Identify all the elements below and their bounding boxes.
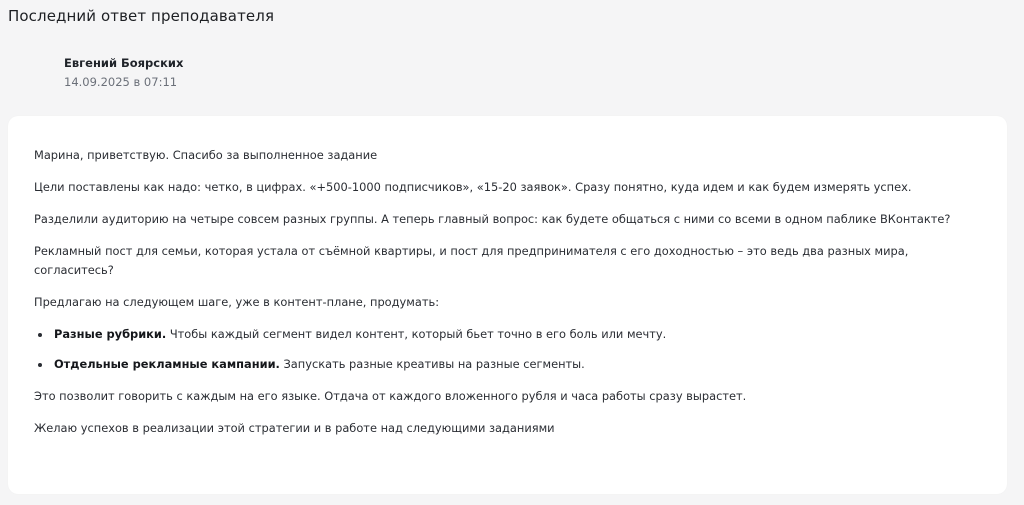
message-body xyxy=(34,146,964,451)
message-paragraph-audience: Разделили аудиторию на четыре совсем разных группы. А теперь главный вопрос: как будете общаться с ними со всеми в одном паблике ВКонтакте? xyxy=(34,212,951,226)
suggestion-item xyxy=(52,325,964,344)
message-date: 14.09.2025 в 07:11 xyxy=(64,75,178,89)
message-paragraph-wish: Желаю успехов в реализации этой стратегии и в работе над следующими заданиями xyxy=(34,421,555,435)
author-block xyxy=(64,56,183,89)
author-name: Евгений Боярских xyxy=(64,56,184,70)
suggestion-item-title: Разные рубрики. xyxy=(54,327,167,341)
message-paragraph-suggest: Предлагаю на следующем шаге, уже в контент-плане, продумать: xyxy=(34,295,440,309)
message-paragraph-posts: Рекламный пост для семьи, которая устала от съёмной квартиры, и пост для предпринимателя с его доходностью – это ведь два разных мира, согласитесь? xyxy=(34,244,909,277)
suggestion-item xyxy=(52,355,964,374)
message-card xyxy=(8,116,1007,494)
suggestion-item-text: Запускать разные креативы на разные сегменты. xyxy=(279,357,585,371)
suggestion-item-title: Отдельные рекламные кампании. xyxy=(54,357,280,371)
message-greeting: Марина, приветствую. Спасибо за выполненное задание xyxy=(34,148,378,162)
suggestion-list xyxy=(34,325,964,374)
message-paragraph-result: Это позволит говорить с каждым на его языке. Отдача от каждого вложенного рубля и часа работы сразу вырастет. xyxy=(34,389,747,403)
message-paragraph-goals: Цели поставлены как надо: четко, в цифрах. «+500-1000 подписчиков», «15-20 заявок». Сразу понятно, куда идем и как будем измерять успех. xyxy=(34,180,912,194)
suggestion-item-text: Чтобы каждый сегмент видел контент, который бьет точно в его боль или мечту. xyxy=(166,327,667,341)
section-title: Последний ответ преподавателя xyxy=(8,7,275,25)
